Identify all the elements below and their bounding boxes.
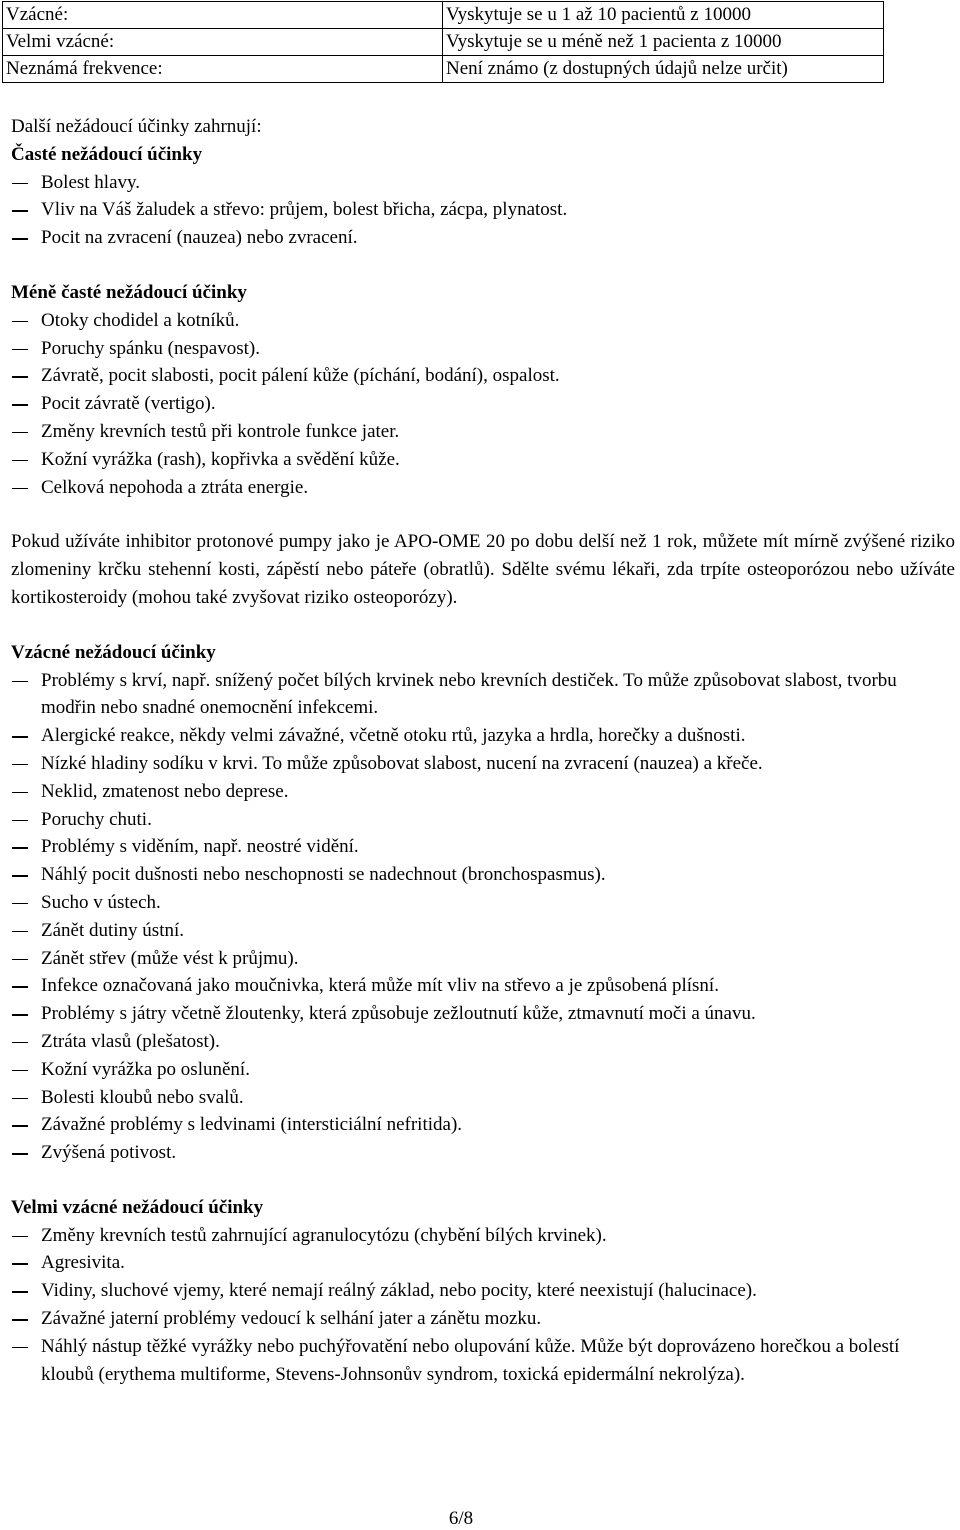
list-item [11,1000,955,1028]
list-item [11,972,955,1000]
list-item-text: Alergické reakce, někdy velmi závažné, včetně otoku rtů, jazyka a hrdla, horečky a dušnosti. [41,725,746,747]
list-item [11,1028,955,1056]
table-row [3,2,884,29]
list-item-text: Kožní vyrážka (rash), kopřivka a svědění kůže. [41,448,400,470]
list-item [11,750,955,778]
list-item [11,917,955,945]
page-content [6,0,955,1388]
list-item-text: Celková nepohoda a ztráta energie. [41,476,309,498]
list-item [11,778,955,806]
frequency-value: Vyskytuje se u 1 až 10 pacientů z 10000 [443,2,884,29]
rare-effects-list [11,667,955,1167]
list-item [11,335,955,363]
list-item-text: Neklid, zmatenost nebo deprese. [41,780,289,802]
list-item-text: Změny krevních testů při kontrole funkce jater. [41,420,400,442]
frequency-value: Není známo (z dostupných údajů nelze určit) [443,56,884,83]
list-item [11,1249,955,1277]
list-item [11,861,955,889]
list-item [11,224,955,252]
list-item-text: Agresivita. [41,1252,125,1274]
list-item-text: Náhlý nástup těžké vyrážky nebo puchýřovatění nebo olupování kůže. Může být doprovázeno horečkou a bolestí kloubů (erythema multiforme, Stevens-Johnsonův syndrom, toxická epidermální nekrolýza). [41,1335,900,1385]
intro-text: Další nežádoucí účinky zahrnují: [11,116,262,137]
list-item-text: Ztráta vlasů (plešatost). [41,1030,220,1052]
list-item-text: Závažné jaterní problémy vedoucí k selhání jater a zánětu mozku. [41,1308,542,1330]
list-item-text: Bolesti kloubů nebo svalů. [41,1086,244,1108]
list-item [11,1056,955,1084]
list-item-text: Vliv na Váš žaludek a střevo: průjem, bolest břicha, zácpa, plynatost. [41,199,568,221]
list-item-text: Nízké hladiny sodíku v krvi. To může způsobovat slabost, nucení na zvracení (nauzea) a křeče. [41,752,763,774]
list-item [11,418,955,446]
list-item [11,196,955,224]
table-row [3,29,884,56]
list-item-text: Otoky chodidel a kotníků. [41,309,240,331]
frequency-label: Velmi vzácné: [3,29,443,56]
list-item-text: Zánět dutiny ústní. [41,919,185,941]
list-item-text: Pocit na zvracení (nauzea) nebo zvracení. [41,227,358,249]
list-item [11,1305,955,1333]
list-item [11,889,955,917]
osteoporosis-paragraph: Pokud užíváte inhibitor protonové pumpy jako je APO-OME 20 po dobu delší než 1 rok, můžete mít mírně zvýšené riziko zlomeniny krčku stehenní kosti, zápěstí nebo páteře (obratlů). Sdělte svému lékaři, zda trpíte osteoporózou nebo užíváte kortikosteroidy (mohou také zvyšovat riziko osteoporózy). [11,531,955,608]
section-heading-very-rare: Velmi vzácné nežádoucí účinky [11,1196,264,1218]
list-item [11,1333,955,1389]
list-item [11,1111,955,1139]
section-heading-rare: Vzácné nežádoucí účinky [11,641,216,663]
list-item-text: Závažné problémy s ledvinami (intersticiální nefritida). [41,1114,463,1136]
list-item [11,806,955,834]
list-item-text: Náhlý pocit dušnosti nebo neschopnosti se nadechnout (bronchospasmus). [41,864,606,886]
section-heading-uncommon: Méně časté nežádoucí účinky [11,281,247,303]
list-item-text: Pocit závratě (vertigo). [41,393,216,415]
common-effects-list [11,169,955,252]
very-rare-effects-list [11,1222,955,1389]
uncommon-effects-list [11,307,955,502]
frequency-value: Vyskytuje se u méně než 1 pacienta z 10000 [443,29,884,56]
list-item [11,362,955,390]
frequency-label: Vzácné: [3,2,443,29]
list-item-text: Problémy s játry včetně žloutenky, která způsobuje zežloutnutí kůže, ztmavnutí moči a únavu. [41,1003,756,1025]
frequency-table [2,1,884,83]
list-item-text: Problémy s krví, např. snížený počet bílých krvinek nebo krevních destiček. To může způsobovat slabost, tvorbu modřin nebo snadné onemocnění infekcemi. [41,669,897,719]
list-item [11,1277,955,1305]
list-item-text: Problémy s viděním, např. neostré vidění. [41,836,359,858]
list-item [11,667,955,723]
list-item [11,1139,955,1167]
list-item [11,1222,955,1250]
list-item-text: Vidiny, sluchové vjemy, které nemají reálný základ, nebo pocity, které neexistují (halucinace). [41,1280,757,1302]
list-item-text: Bolest hlavy. [41,171,141,193]
list-item-text: Infekce označovaná jako moučnivka, která může mít vliv na střevo a je způsobená plísní. [41,975,719,997]
list-item-text: Poruchy spánku (nespavost). [41,337,260,359]
list-item [11,390,955,418]
section-heading-common: Časté nežádoucí účinky [11,143,203,165]
list-item [11,169,955,197]
list-item-text: Zánět střev (může vést k průjmu). [41,947,299,969]
list-item [11,722,955,750]
list-item [11,833,955,861]
list-item-text: Změny krevních testů zahrnující agranulocytózu (chybění bílých krvinek). [41,1224,607,1246]
list-item-text: Poruchy chuti. [41,808,152,830]
page-number: 6/8 [448,1508,474,1529]
list-item [11,307,955,335]
list-item-text: Zvýšená potivost. [41,1142,177,1164]
list-item-text: Sucho v ústech. [41,891,161,913]
frequency-label: Neznámá frekvence: [3,56,443,83]
list-item [11,945,955,973]
list-item-text: Kožní vyrážka po oslunění. [41,1058,250,1080]
list-item [11,446,955,474]
list-item-text: Závratě, pocit slabosti, pocit pálení kůže (píchání, bodání), ospalost. [41,365,560,387]
list-item [11,1084,955,1112]
list-item [11,474,955,502]
table-row [3,56,884,83]
